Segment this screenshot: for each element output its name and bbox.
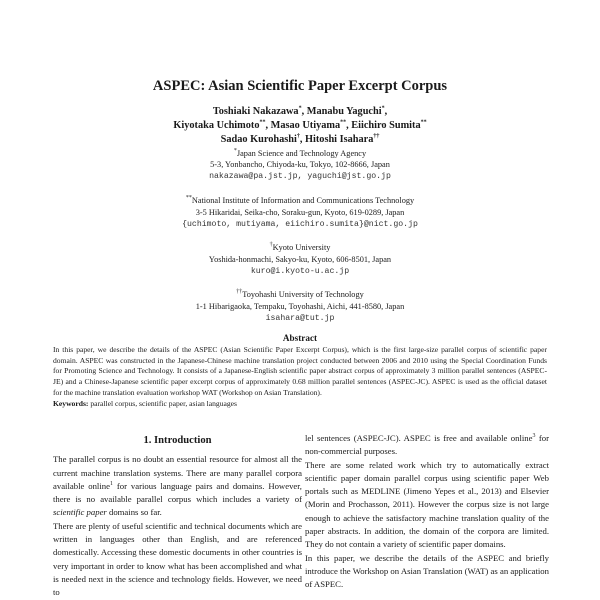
left-column (53, 432, 302, 600)
affiliation-3-email[interactable]: kuro@i.kyoto-u.ac.jp (250, 267, 350, 276)
section-heading-introduction: 1. Introduction (143, 435, 212, 446)
author-name: Kiyotaka Uchimoto (173, 120, 260, 131)
author-name: , Masao Utiyama (265, 120, 341, 131)
affiliation-2-email[interactable]: {uchimoto, mutiyama, eiichiro.sumita}@nict.go.jp (182, 220, 418, 229)
affiliation-1-email[interactable]: nakazawa@pa.jst.jp, yaguchi@jst.go.jp (209, 172, 391, 181)
author-name: , Hitoshi Isahara (299, 134, 374, 145)
affiliation-2-name: **National Institute of Information and Communications Technology (185, 195, 415, 205)
affiliation-4-email[interactable]: isahara@tut.jp (265, 314, 335, 323)
author-name: Sadao Kurohashi (220, 134, 297, 145)
author-name: Toshiaki Nakazawa (212, 106, 299, 117)
paragraph: lel sentences (ASPEC-JC). ASPEC is free and available online$^3$ for non-commercial purposes. (305, 433, 549, 457)
affiliation-mark: ** (185, 195, 192, 202)
affiliation-mark: †† (236, 289, 243, 296)
paragraph: The parallel corpus is no doubt an essential resource for almost all the current machine translation systems. There are many parallel corpora available online$^1$ for various language pairs and domains. However, there is no available parallel corpus which includes a variety of scientific paper domains so far. (53, 454, 302, 518)
affiliation-3-address: Yoshida-honmachi, Sakyo-ku, Kyoto, 606-8501, Japan (208, 255, 392, 264)
paragraph: There are some related work which try to automatically extract scientific paper domain parallel corpus using scientific paper Web portals such as MEDLINE (Jimeno Yepes et al., 2013) and Elsevier (Morin and Prochasson, 2011). However the corpus size is not large enough to achieve the satisfactory machine translation quality of the paper abstracts. In addition, the domain of the corpora are limited. They do not contain a variety of scientific paper domains. (305, 459, 549, 550)
abstract-body (53, 345, 547, 409)
footnote-mark: 1 (109, 481, 113, 487)
affiliation-1-address: 5-3, Yonbancho, Chiyoda-ku, Tokyo, 102-8666, Japan (210, 160, 390, 169)
author-line-2 (0, 120, 600, 131)
keywords: parallel corpus, scientific paper, asian languages (90, 398, 238, 408)
author-mark: † (296, 133, 300, 140)
author-name: , Eiichiro Sumita (346, 120, 421, 131)
author-mark: ** (259, 119, 266, 126)
keywords-label: Keywords: (53, 398, 89, 408)
paper-title: ASPEC: Asian Scientific Paper Excerpt Corpus (152, 78, 448, 94)
paragraph: In this paper, we describe the details of the ASPEC and briefly introduce the Workshop on Asian Translation (WAT) as an application of ASPEC. (305, 552, 549, 590)
affiliation-mark: † (269, 242, 273, 249)
affiliation-3-name: †Kyoto University (269, 242, 331, 252)
author-sep: , (384, 106, 388, 117)
right-column (305, 432, 549, 592)
affiliation-1-name: *Japan Science and Technology Agency (233, 148, 367, 158)
affiliation-4-address: 1-1 Hibarigaoka, Tempaku, Toyohashi, Aichi, 441-8580, Japan (195, 302, 405, 311)
author-line-3 (0, 134, 600, 145)
affiliation-mark: * (233, 148, 237, 155)
author-line-1 (0, 106, 600, 117)
footnote-mark: 3 (532, 433, 536, 440)
author-mark: ** (340, 119, 347, 126)
author-mark: * (298, 105, 302, 112)
affiliation-2-address: 3-5 Hikaridai, Seika-cho, Soraku-gun, Kyoto, 619-0289, Japan (195, 208, 405, 217)
abstract-heading: Abstract (282, 333, 318, 343)
author-mark: * (381, 105, 385, 112)
affiliation-4-name: ††Toyohashi University of Technology (236, 289, 364, 299)
abstract-text: In this paper, we describe the details of the ASPEC (Asian Scientific Paper Excerpt Corpus), which is the first large-size parallel corpus of scientific paper domain. ASPEC was constructed in the Japanese-Chinese machine translation project conducted between 2006 and 2010 using the Special Coordination Funds for Promoting Science and Technology. It consists of a Japanese-English scientific paper abstract corpus of approximately 3 million parallel sentences (ASPEC-JE) and a Chinese-Japanese scientific paper excerpt corpus of approximately 0.68 million parallel sentences (ASPEC-JC). ASPEC is used as the official dataset for the machine translation evaluation workshop WAT (Workshop on Asian Translation). (53, 345, 547, 397)
author-mark: †† (373, 133, 380, 140)
author-name: , Manabu Yaguchi (301, 106, 382, 117)
paragraph: There are plenty of useful scientific and technical documents which are written in languages other than English, and are referenced domestically. Accessing these domestic documents in other countries is very important in order to know what has been accomplished and what is needed next in the science and technology fields. However, we need to (53, 520, 302, 598)
author-mark: ** (420, 119, 427, 126)
